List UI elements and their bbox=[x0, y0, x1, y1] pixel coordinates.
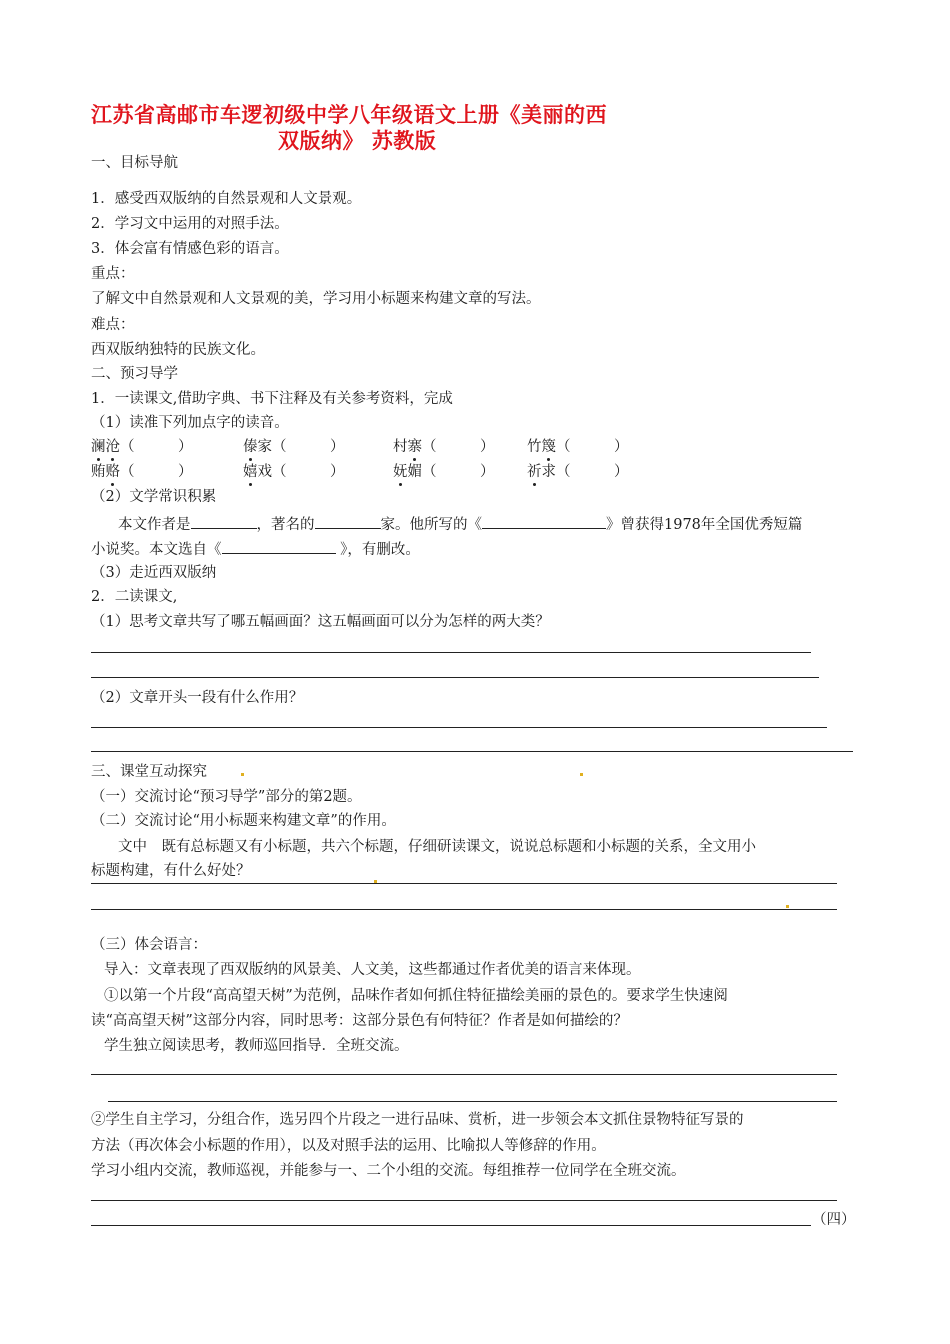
vocab-item: 澜沧（ ） bbox=[91, 435, 193, 456]
discussion-2: （二）交流讨论“用小标题来构建文章”的作用。 bbox=[91, 813, 396, 829]
answer-line[interactable] bbox=[91, 652, 811, 653]
section1-heading: 一、目标导航 bbox=[91, 155, 178, 171]
print-speck bbox=[786, 905, 789, 908]
activity-1-line1: ①以第一个片段“高高望天树”为范例，品味作者如何抓住特征描绘美丽的景色的。要求学生快速阅 bbox=[104, 988, 728, 1004]
question-xishuangbanna: （3）走近西双版纳 bbox=[91, 565, 217, 581]
question-pronunciation: （1）读准下列加点字的读音。 bbox=[91, 415, 289, 431]
source-blank[interactable] bbox=[222, 538, 336, 554]
work-title-blank[interactable] bbox=[482, 513, 606, 529]
answer-blank[interactable]: （ ） bbox=[422, 439, 495, 455]
activity-1-line2: 读“高高望天树”这部分内容，同时思考：这部分景色有何特征？作者是如何描绘的？ bbox=[91, 1013, 628, 1029]
vocab-item: 村寨（ ） bbox=[393, 435, 495, 456]
activity-2-line3: 学习小组内交流，教师巡视，并能参与一、二个小组的交流。每组推荐一位同学在全班交流。 bbox=[91, 1163, 686, 1179]
key-point-text: 了解文中自然景观和人文景观的美，学习用小标题来构建文章的写法。 bbox=[91, 291, 541, 307]
answer-line[interactable] bbox=[91, 1200, 837, 1201]
discussion-2-text-line1: 文中 既有总标题又有小标题，共六个标题，仔细研读课文，说说总标题和小标题的关系，全文用小 bbox=[118, 839, 756, 855]
section3-heading: 三、课堂互动探究 bbox=[91, 764, 207, 780]
task-1: 1．一读课文,借助字典、书下注释及有关参考资料，完成 bbox=[91, 391, 453, 407]
answer-blank[interactable]: （ ） bbox=[556, 439, 629, 455]
profession-blank[interactable] bbox=[315, 513, 381, 529]
goal-2: 2．学习文中运用的对照手法。 bbox=[91, 216, 289, 232]
question-literature: （2）文学常识积累 bbox=[91, 489, 217, 505]
vocab-item: 傣家（ ） bbox=[243, 435, 345, 456]
print-speck bbox=[580, 773, 583, 776]
answer-line[interactable] bbox=[91, 727, 827, 728]
task-2: 2．二读课文, bbox=[91, 589, 178, 605]
vocab-item: 祈求（ ） bbox=[527, 460, 629, 481]
answer-line[interactable] bbox=[91, 677, 819, 678]
vocab-item: 妩媚（ ） bbox=[393, 460, 495, 481]
answer-line[interactable] bbox=[91, 1074, 837, 1075]
document-title-line1: 江苏省高邮市车逻初级中学八年级语文上册《美丽的西 bbox=[91, 103, 607, 127]
question-opening-paragraph: （2）文章开头一段有什么作用？ bbox=[91, 690, 304, 706]
question-five-scenes: （1）思考文章共写了哪五幅画面？这五幅画面可以分为怎样的两大类？ bbox=[91, 614, 550, 630]
answer-line[interactable] bbox=[108, 1101, 837, 1102]
answer-line[interactable] bbox=[91, 909, 837, 910]
difficulty-text: 西双版纳独特的民族文化。 bbox=[91, 342, 265, 358]
lead-in: 导入：文章表现了西双版纳的风景美、人文美，这些都通过作者优美的语言来体现。 bbox=[104, 962, 641, 978]
answer-line[interactable] bbox=[91, 883, 837, 884]
answer-blank[interactable]: （ ） bbox=[120, 464, 193, 480]
answer-blank[interactable]: （ ） bbox=[556, 464, 629, 480]
literature-fill-line2: 小说奖。本文选自《 》，有删改。 bbox=[91, 538, 420, 560]
answer-blank[interactable]: （ ） bbox=[422, 464, 495, 480]
goal-3: 3．体会富有情感色彩的语言。 bbox=[91, 241, 289, 257]
literature-fill-line1: 本文作者是 ，著名的 家。他所写的《 》曾获得1978年全国优秀短篇 bbox=[118, 513, 802, 535]
print-speck bbox=[374, 880, 377, 883]
goal-1: 1．感受西双版纳的自然景观和人文景观。 bbox=[91, 191, 362, 207]
discussion-2-text-line2: 标题构建，有什么好处？ bbox=[91, 863, 251, 879]
vocab-item: 竹篾（ ） bbox=[527, 435, 629, 456]
language-appreciation-heading: （三）体会语言： bbox=[91, 937, 207, 953]
author-blank[interactable] bbox=[191, 513, 257, 529]
vocab-item: 贿赂（ ） bbox=[91, 460, 193, 481]
activity-2-line2: 方法（再次体会小标题的作用），以及对照手法的运用、比喻拟人等修辞的作用。 bbox=[91, 1138, 606, 1154]
answer-blank[interactable]: （ ） bbox=[272, 464, 345, 480]
vocab-item: 嬉戏（ ） bbox=[243, 460, 345, 481]
section2-heading: 二、预习导学 bbox=[91, 366, 178, 382]
answer-line[interactable] bbox=[91, 1225, 811, 1226]
answer-blank[interactable]: （ ） bbox=[120, 439, 193, 455]
difficulty-label: 难点： bbox=[91, 317, 135, 333]
document-title-line2: 双版纳》 苏教版 bbox=[278, 129, 437, 153]
print-speck bbox=[241, 773, 244, 776]
activity-2-line1: ②学生自主学习，分组合作，选另四个片段之一进行品味、赏析，进一步领会本文抓住景物特征写景的 bbox=[91, 1112, 744, 1128]
answer-blank[interactable]: （ ） bbox=[272, 439, 345, 455]
discussion-1: （一）交流讨论“预习导学”部分的第2题。 bbox=[91, 789, 362, 805]
activity-1-line3: 学生独立阅读思考，教师巡回指导．全班交流。 bbox=[104, 1038, 409, 1054]
answer-line[interactable] bbox=[91, 751, 853, 752]
next-section-marker: （四） bbox=[812, 1212, 856, 1228]
key-point-label: 重点： bbox=[91, 266, 135, 282]
